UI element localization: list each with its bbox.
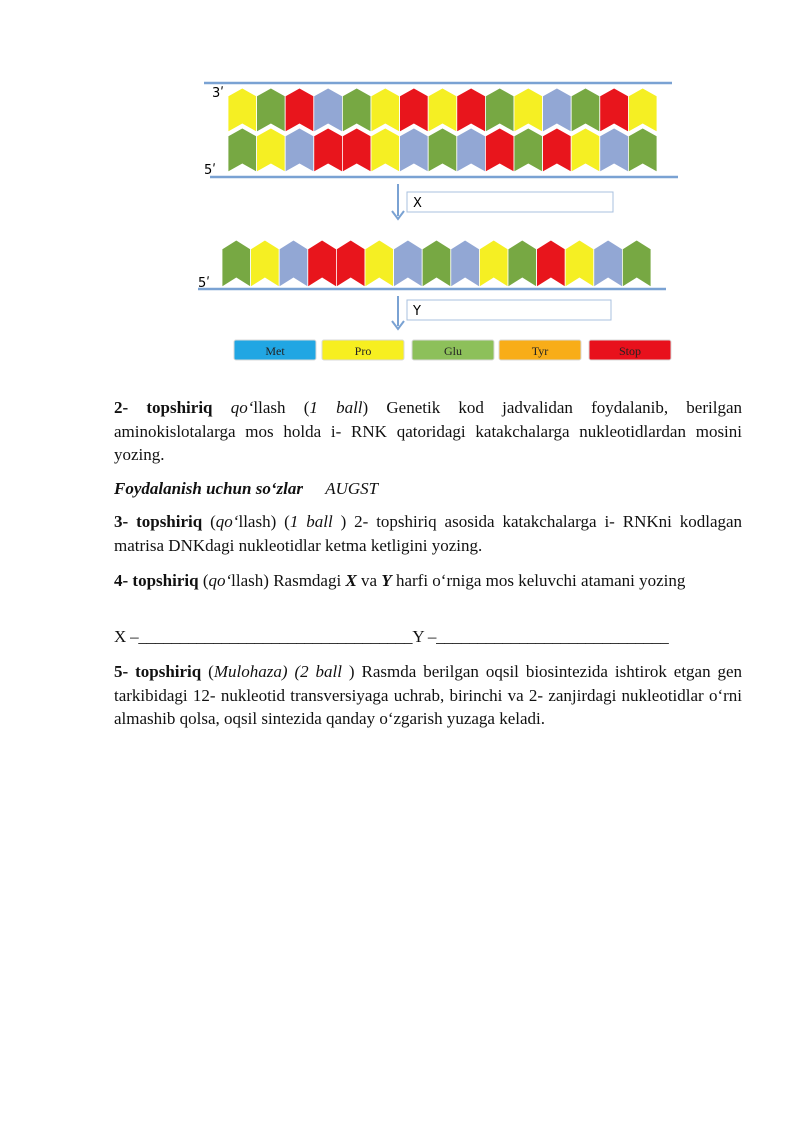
task-2-paren-open: ( [303,398,310,417]
legend-label-stop: Stop [618,344,642,358]
y-label-box [407,300,611,320]
task-5-type: Mulohaza) [213,662,288,681]
task-3 [114,510,742,557]
nucleotide-red [400,88,429,132]
task-5-paren-close: ) [348,662,355,681]
task-3-paren-open: ( [284,512,290,531]
five-prime-label-mrna: 5ʹ [198,276,210,291]
task-3-word: topshiriq [136,512,203,531]
task-5-points: (2 ball [294,662,342,681]
task-4-word: topshiriq [132,571,199,590]
nucleotide-green [485,88,514,132]
nucleotide-red [285,88,314,132]
amino-acid-legend [234,340,671,360]
mrna-nucleotide-green [508,240,537,287]
nucleotide-green [342,88,371,132]
mrna-nucleotide-blue [394,240,423,287]
nucleotide-blue [543,88,572,132]
mrna-nucleotide-yellow [479,240,508,287]
helper-words-label: Foydalanish uchun so‘zlar [114,479,303,498]
nucleotide-red [543,128,572,172]
mrna-nucleotide-green [222,240,251,287]
nucleotide-yellow [257,128,286,172]
helper-words-letters: AUGST [325,479,379,498]
three-prime-label: 3ʹ [212,86,224,101]
task-3-type-open: ( [210,512,216,531]
legend-label-glu: Glu [444,344,462,358]
task-4-text-a: Rasmdagi [273,571,342,590]
mrna-nucleotide-green [422,240,451,287]
task-4-x: X [345,571,357,590]
nucleotide-red [314,128,343,172]
nucleotide-yellow [571,128,600,172]
task-4-type: qo‘ [208,571,232,590]
nucleotide-green [571,88,600,132]
y-label: Y [413,304,421,319]
nucleotide-yellow [371,88,400,132]
nucleotide-yellow [371,128,400,172]
answer-x-line[interactable]: X –_________________________________ [114,627,413,646]
nucleotide-blue [600,128,629,172]
x-label: X [413,196,422,211]
nucleotide-yellow [428,88,457,132]
mrna-nucleotide-blue [594,240,623,287]
nucleotide-green [514,128,543,172]
helper-words [114,477,742,501]
answer-y-line[interactable]: Y –____________________________ [412,627,669,646]
task-2-type-rest: llash [253,398,286,417]
mrna-strand [222,240,651,287]
task-4-type-open: ( [202,571,209,590]
mrna-nucleotide-yellow [251,240,280,287]
task-4 [114,569,742,593]
mrna-nucleotide-red [308,240,337,287]
task-4-mid: va [361,571,378,590]
five-prime-label-dna: 5ʹ [204,163,216,178]
task-5 [114,660,742,731]
nucleotide-green [428,128,457,172]
nucleotide-red [457,88,486,132]
mrna-nucleotide-red [537,240,566,287]
task-3-number: 3- [114,512,129,531]
nucleotide-red [342,128,371,172]
task-5-heading: 5- topshiriq [114,662,202,681]
task-2-text: Genetik kod jadvalidan foydalanib, berilgan aminokislotalarga mos holda i- RNK qatoridagi katakchalarga nukleotidlardan mosini yozing. [114,398,742,464]
nucleotide-blue [314,88,343,132]
answer-lines [114,625,742,649]
task-5-paren-open: ( [208,662,214,681]
task-4-number: 4- [114,571,129,590]
task-3-type-rest: llash) [238,512,277,531]
dna-top-strand [228,88,657,132]
legend-label-met: Met [265,344,285,358]
task-3-paren-close: ) [340,512,347,531]
mrna-nucleotide-blue [451,240,480,287]
nucleotide-yellow [628,88,657,132]
mrna-nucleotide-red [336,240,365,287]
nucleotide-blue [285,128,314,172]
mrna-nucleotide-yellow [565,240,594,287]
mrna-nucleotide-yellow [365,240,394,287]
nucleotide-red [600,88,629,132]
mrna-nucleotide-blue [279,240,308,287]
nucleotide-green [628,128,657,172]
task-2-paren-close: ) [362,398,369,417]
mrna-nucleotide-green [622,240,651,287]
task-3-type: qo‘ [215,512,239,531]
task-5-text: Rasmda berilgan oqsil biosintezida ishtirok etgan gen tarkibidagi 12- nukleotid transversiyaga uchrab, birinchi va 2- zanjirdagi nukleotidlar o‘rni almashib qolsa, oqsil sintezida qanday o‘zgarish yuzaga keladi. [114,662,743,728]
task-3-points: 1 ball [289,512,333,531]
nucleotide-blue [400,128,429,172]
task-2 [114,396,742,467]
task-4-text-b: harfi o‘rniga mos keluvchi atamani yozing [395,571,686,590]
task-3-text: 2- topshiriq asosida katakchalarga i- RNKni kodlagan matrisa DNKdagi nukleotidlar ketma ketligini yozing. [114,512,743,555]
task-4-y: Y [381,571,392,590]
nucleotide-red [485,128,514,172]
protein-synthesis-diagram [0,0,800,370]
nucleotide-green [228,128,257,172]
task-2-type: qo‘ [230,398,254,417]
legend-label-tyr: Tyr [531,344,549,358]
dna-bottom-strand [228,128,657,172]
nucleotide-green [257,88,286,132]
legend-label-pro: Pro [354,344,372,358]
task-2-word: topshiriq [146,398,213,417]
task-2-number: 2- [114,398,129,417]
x-label-box [407,192,613,212]
task-2-points: 1 ball [309,398,363,417]
nucleotide-blue [457,128,486,172]
nucleotide-yellow [514,88,543,132]
nucleotide-yellow [228,88,257,132]
task-4-type-rest: llash) [231,571,269,590]
